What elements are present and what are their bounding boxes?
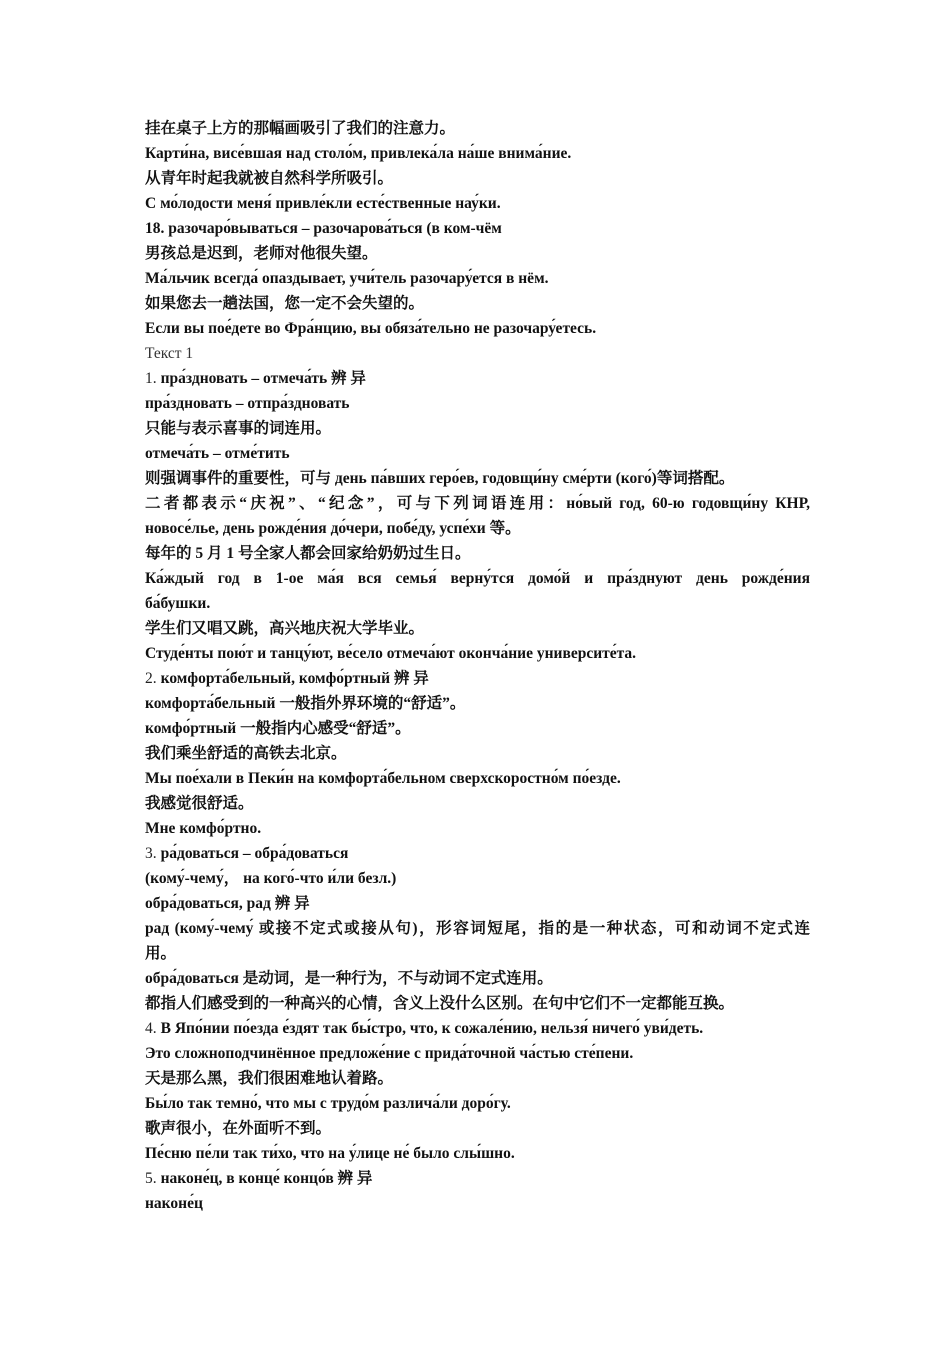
list-item-title: пра́здновать – отмеча́ть 辨 异 [160,370,366,387]
line-ru-translation: Если вы пое́дете во Фра́нцию, вы обяза́тельно не разочару́етесь. [145,320,597,337]
line-zh-example: 我们乘坐舒适的高铁去北京。 [145,745,347,762]
list-item-number: 1. [145,370,157,387]
line-ru-translation: Бы́ло так темно́, что мы с трудо́м различа́ли доро́гу. [145,1095,511,1112]
line-zh-example: 我感觉很舒适。 [145,795,254,812]
list-item-number: 2. [145,670,157,687]
list-item-title: ра́доваться – обра́доваться [160,845,349,862]
usage-note-continued: 用。 [145,945,177,962]
line-ru-translation: С мо́лодости меня́ привле́кли есте́ственные нау́ки. [145,195,501,212]
government-note: (кому́-чему́， на кого́-что и́ли безл.) [145,870,397,887]
line-ru-translation-continued: ба́бушки. [145,595,211,612]
vocab-word: наконе́ц [145,1195,203,1212]
document-body [145,116,810,1216]
list-item-number: 4. [145,1020,157,1037]
list-item-heading-4 [145,1016,810,1041]
vocab-heading-18: 18. разочаро́вываться – разочарова́ться (в ком-чём [145,220,502,237]
list-item-title: В Япо́нии по́езда е́здят так бы́стро, что, к сожале́нию, нельзя́ ничего́ уви́деть. [160,1020,704,1037]
usage-note: обра́доваться 是动词，是一种行为，不与动词不定式连用。 [145,970,553,987]
vocab-pair: обра́доваться, рад 辨 异 [145,895,310,912]
list-item-number: 3. [145,845,157,862]
line-ru-translation: Мы пое́хали в Пеки́н на комфорта́бельном сверхскоростно́м по́езде. [145,770,621,787]
list-item-heading-5 [145,1166,810,1191]
usage-note: рад (кому́-чему́ 或接不定式或接从句)，形容词短尾，指的是一种状态，可和动词不定式连 [145,920,810,937]
usage-note: 只能与表示喜事的词连用。 [145,420,332,437]
line-zh-example: 男孩总是迟到，老师对他很失望。 [145,245,378,262]
list-item-heading-1 [145,366,810,391]
line-ru-translation: Пе́сню пе́ли так ти́хо, что на у́лице не́ было слы́шно. [145,1145,515,1162]
line-zh-example: 歌声很小，在外面听不到。 [145,1120,332,1137]
line-ru-translation: Ма́льчик всегда́ опаздывает, учи́тель разочару́ется в нём. [145,270,549,287]
line-ru-translation: Студе́нты пою́т и танцу́ют, ве́село отмеча́ют оконча́ние университе́та. [145,645,637,662]
grammar-note: Это сложноподчинённое предложе́ние с прида́точной ча́стью сте́пени. [145,1045,634,1062]
line-zh-example: 每年的 5 月 1 号全家人都会回家给奶奶过生日。 [145,545,471,562]
list-item-heading-3 [145,841,810,866]
usage-note: 都指人们感受到的一种高兴的心情，含义上没什么区别。在句中它们不一定都能互换。 [145,995,735,1012]
section-heading-text-1: Текст 1 [145,345,194,362]
usage-note: комфо́ртный 一般指内心感受“舒适”。 [145,720,411,737]
list-item-title: комфорта́бельный, комфо́ртный 辨 异 [160,670,429,687]
line-zh-example: 学生们又唱又跳，高兴地庆祝大学毕业。 [145,620,425,637]
line-zh-example: 天是那么黑，我们很困难地认着路。 [145,1070,394,1087]
usage-note: 二者都表示“庆祝”、“纪念”，可与下列词语连用：но́вый год, 60-ю годовщи́ну КНР, [145,495,810,512]
line-zh-example: 挂在桌子上方的那幅画吸引了我们的注意力。 [145,120,456,137]
vocab-pair: пра́здновать – отпра́здновать [145,395,350,412]
list-item-title: наконе́ц, в конце́ концо́в 辨 异 [160,1170,373,1187]
usage-note: комфорта́бельный 一般指外界环境的“舒适”。 [145,695,466,712]
line-ru-translation: Мне комфо́ртно. [145,820,262,837]
line-zh-example: 从青年时起我就被自然科学所吸引。 [145,170,394,187]
usage-note-continued: новосе́лье, день рожде́ния до́чери, побе́ду, успе́хи 等。 [145,520,521,537]
line-zh-example: 如果您去一趟法国，您一定不会失望的。 [145,295,425,312]
vocab-pair: отмеча́ть – отме́тить [145,445,290,462]
line-ru-translation: Ка́ждый год в 1-ое ма́я вся семья́ верну́тся домо́й и пра́зднуют день рожде́ния [145,570,810,587]
usage-note: 则强调事件的重要性，可与 день па́вших геро́ев, годовщи́ну сме́рти (кого́)等词搭配。 [145,470,735,487]
list-item-heading-2 [145,666,810,691]
line-ru-translation: Карти́на, висе́вшая над столо́м, привлека́ла на́ше внима́ние. [145,145,572,162]
list-item-number: 5. [145,1170,157,1187]
